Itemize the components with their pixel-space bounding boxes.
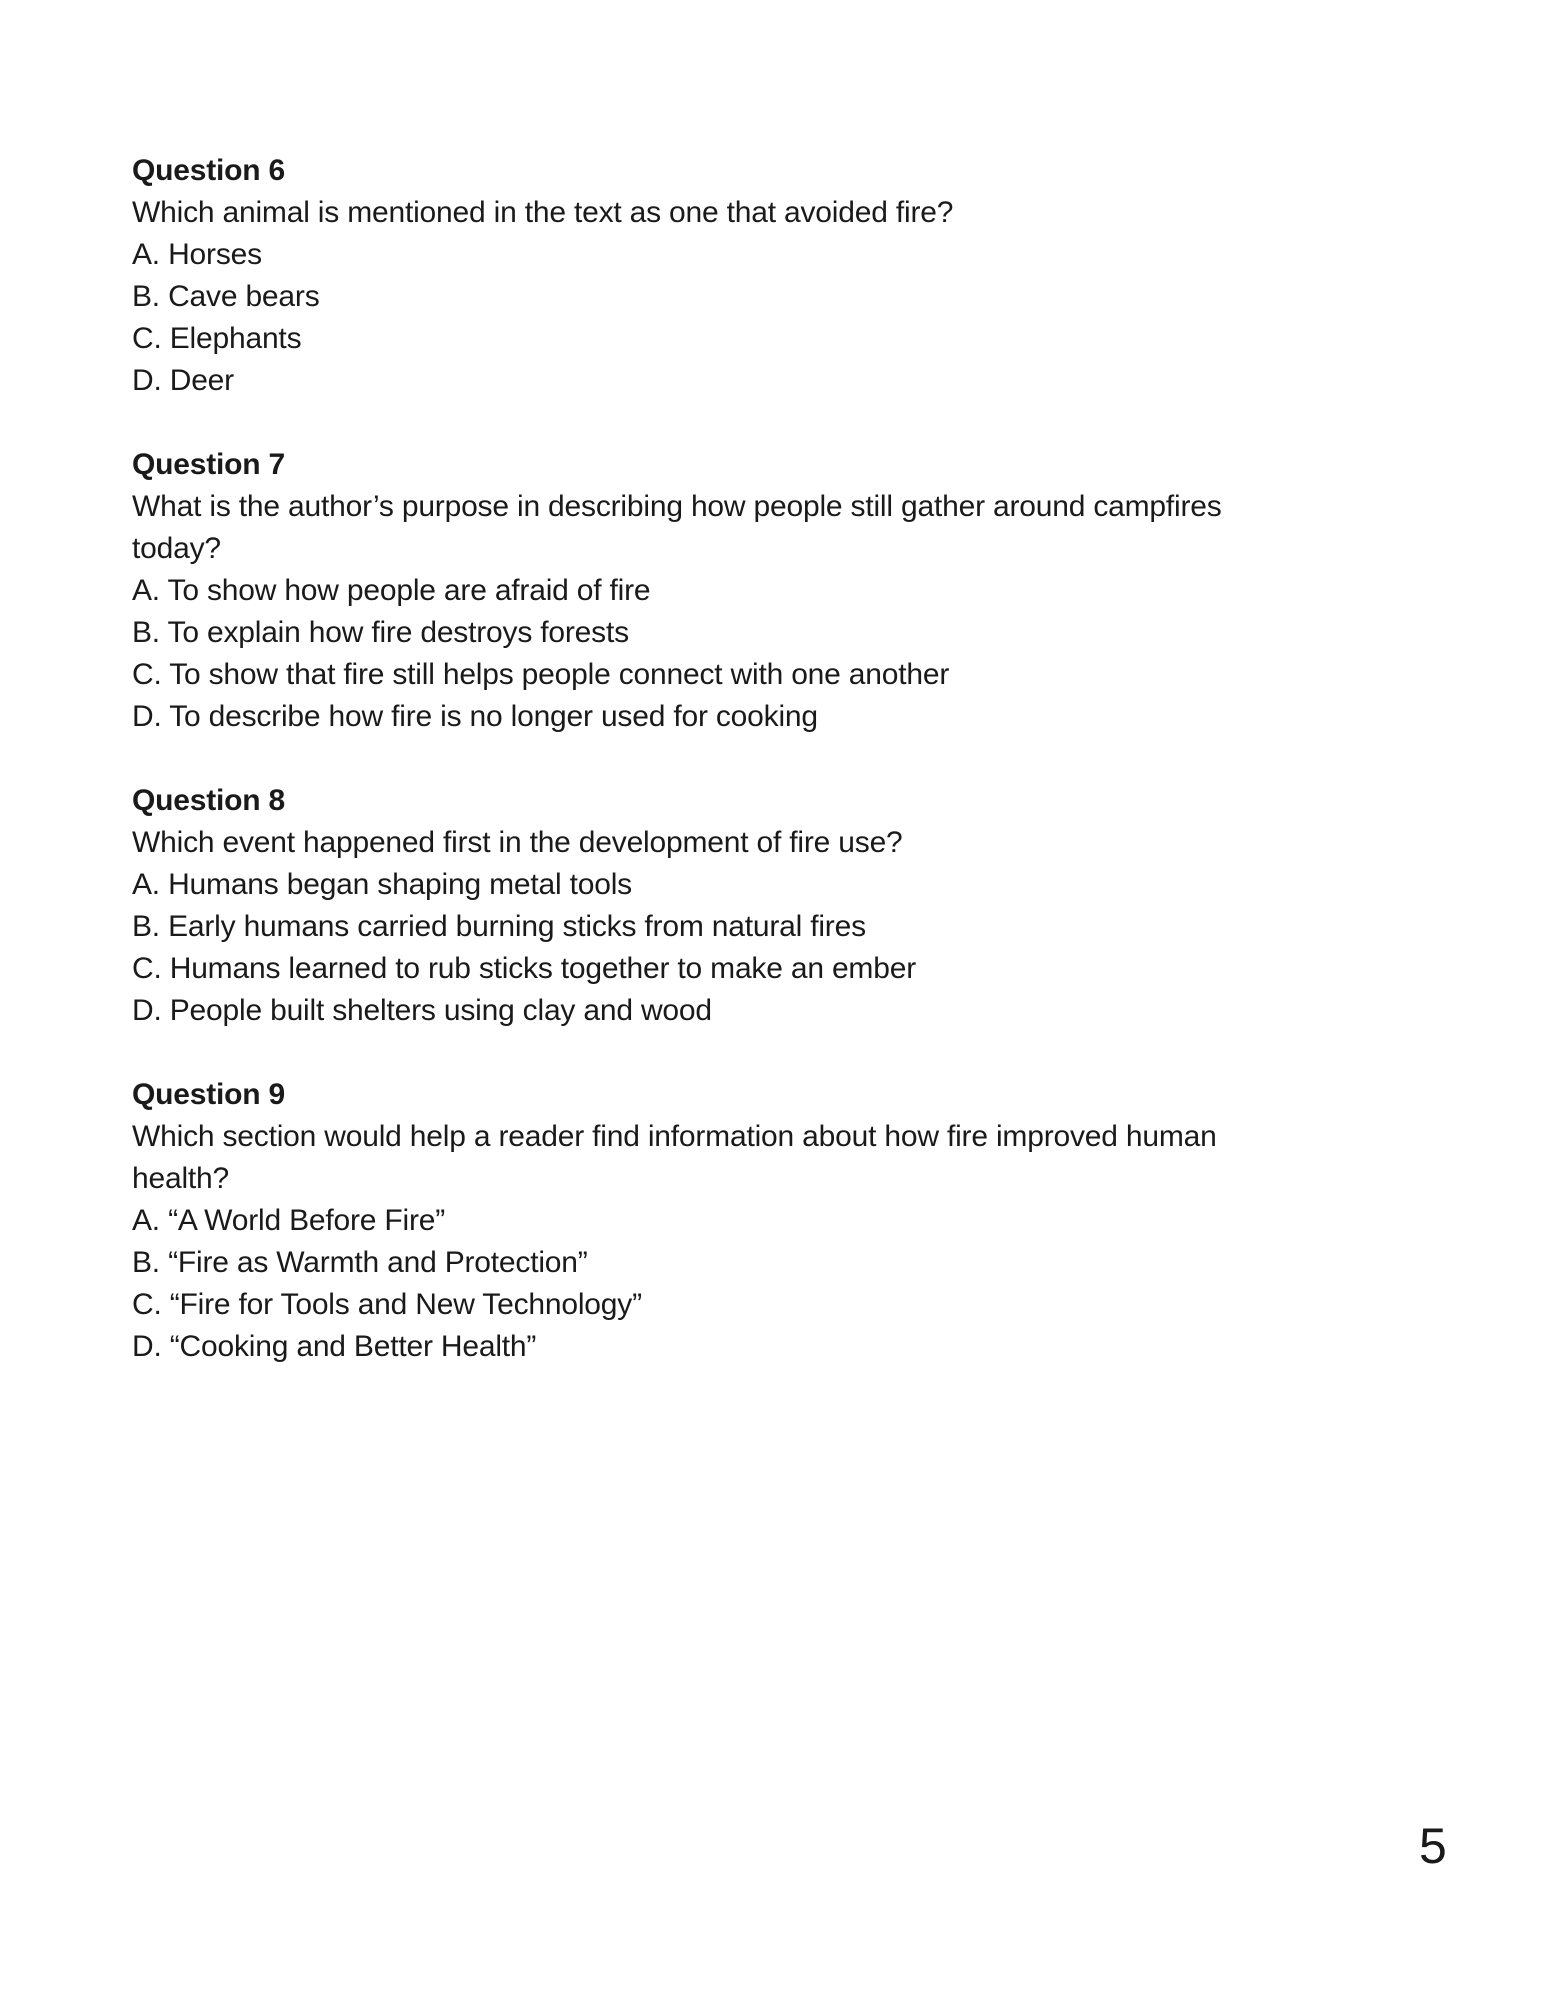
answer-option-d: D. “Cooking and Better Health” (132, 1330, 537, 1363)
question-block-9 (132, 1074, 1442, 1368)
answer-option-a: A. To show how people are afraid of fire (132, 574, 651, 607)
answer-option-c: C. Elephants (132, 322, 302, 355)
answer-option-d: D. To describe how fire is no longer used for cooking (132, 700, 818, 733)
answer-option-a: A. “A World Before Fire” (132, 1204, 446, 1237)
page-number: 5 (1419, 1818, 1447, 1874)
answer-option-d: D. People built shelters using clay and wood (132, 994, 712, 1027)
answer-option-b: B. Early humans carried burning sticks from natural fires (132, 910, 866, 943)
questions-section (132, 150, 1442, 1410)
question-heading: Question 6 (132, 154, 286, 187)
question-text-line: Which animal is mentioned in the text as one that avoided fire? (132, 196, 954, 229)
question-text-line: health? (132, 1162, 230, 1195)
answer-option-c: C. Humans learned to rub sticks together to make an ember (132, 952, 916, 985)
question-text-line: today? (132, 532, 221, 565)
question-block-7 (132, 444, 1442, 738)
question-heading: Question 9 (132, 1078, 286, 1111)
question-block-8 (132, 780, 1442, 1032)
answer-option-c: C. To show that fire still helps people connect with one another (132, 658, 950, 691)
answer-option-d: D. Deer (132, 364, 234, 397)
question-text-line: What is the author’s purpose in describing how people still gather around campfires (132, 490, 1222, 523)
answer-option-c: C. “Fire for Tools and New Technology” (132, 1288, 642, 1321)
question-text-line: Which section would help a reader find information about how fire improved human (132, 1120, 1217, 1153)
question-heading: Question 8 (132, 784, 286, 817)
answer-option-b: B. Cave bears (132, 280, 320, 313)
question-block-6 (132, 150, 1442, 402)
answer-option-b: B. To explain how fire destroys forests (132, 616, 629, 649)
question-text-line: Which event happened first in the development of fire use? (132, 826, 903, 859)
answer-option-a: A. Humans began shaping metal tools (132, 868, 632, 901)
question-heading: Question 7 (132, 448, 286, 481)
answer-option-b: B. “Fire as Warmth and Protection” (132, 1246, 588, 1279)
answer-option-a: A. Horses (132, 238, 262, 271)
